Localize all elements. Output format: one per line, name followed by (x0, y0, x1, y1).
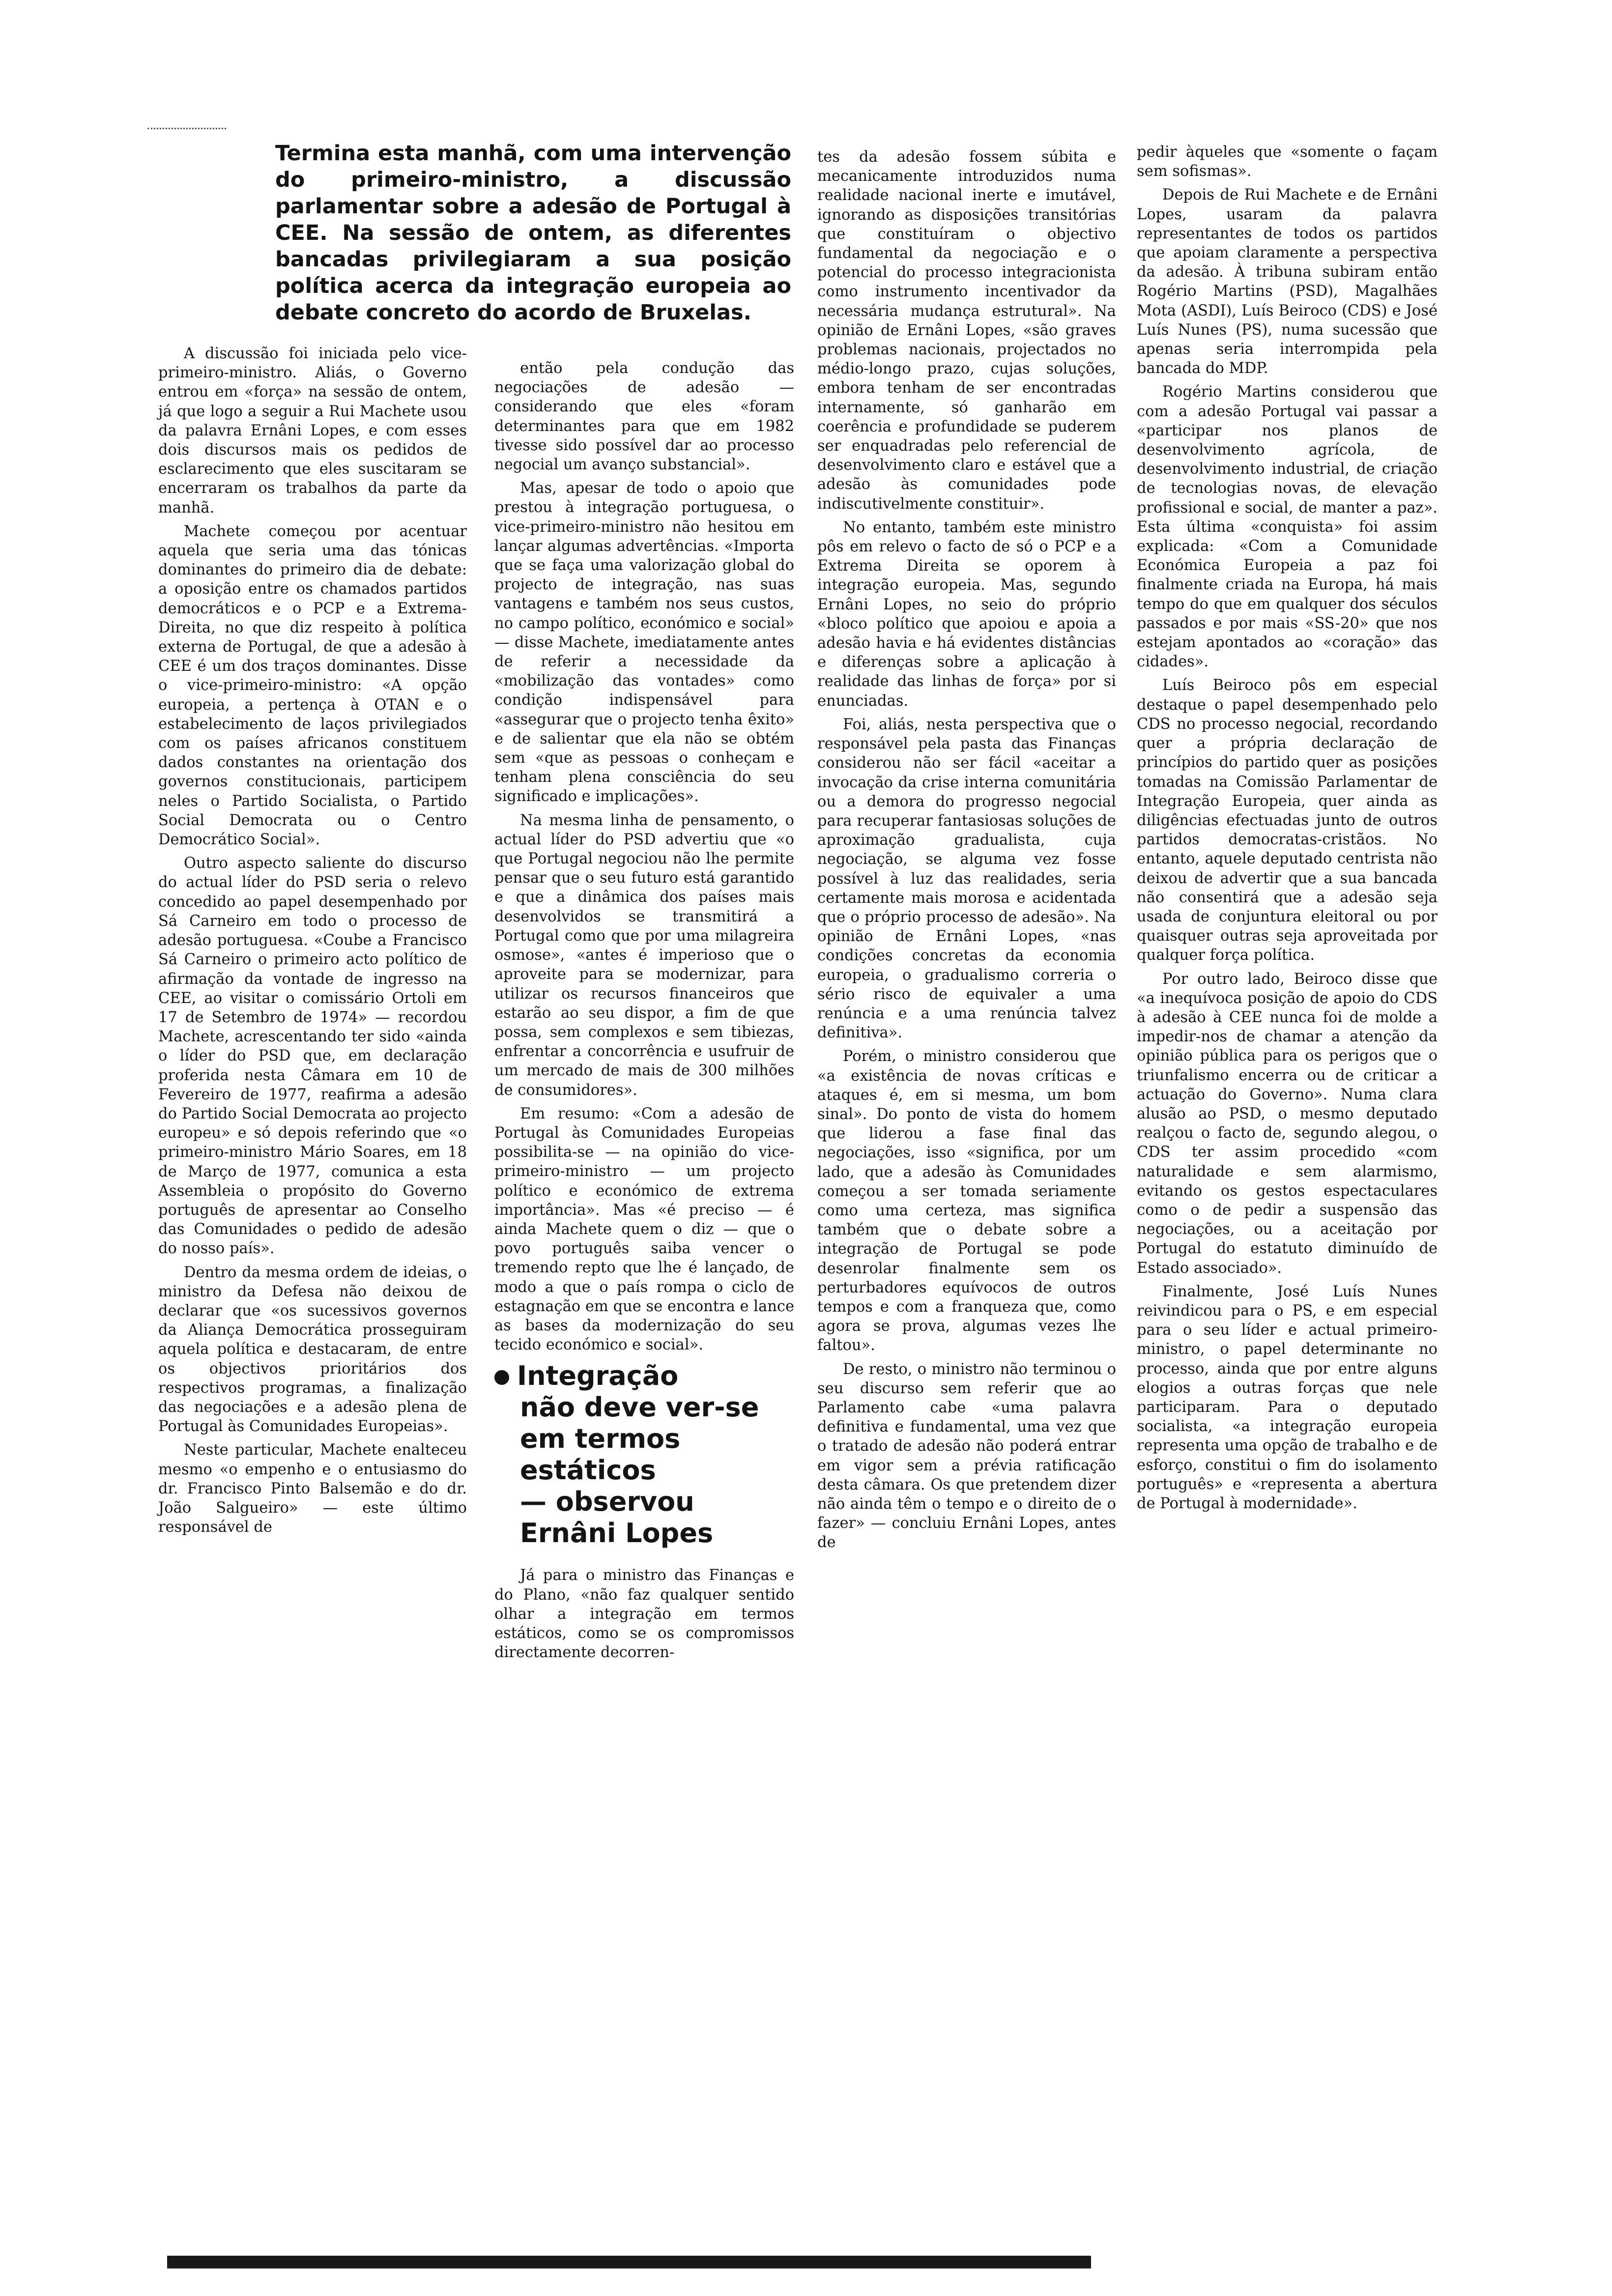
paragraph: Foi, aliás, nesta perspectiva que o responsável pela pasta das Finanças considerou não ser fácil «aceitar a invocação da crise interna comunitária ou a demora do progresso negocial para recuperar fantasiosas soluções de aproximação gradualista, cuja negociação, se alguma vez fosse possível à luz das realidades, seria certamente mais morosa e acidentada que o próprio processo de adesão». Na opinião de Ernâni Lopes, «nas condições concretas da economia europeia, o gradualismo correria o sério risco de equivaler a uma renúncia e a uma renúncia talvez definitiva». (817, 716, 1116, 1042)
paragraph: Já para o ministro das Finanças e do Plano, «não faz qualquer sentido olhar a integração em termos estáticos, como se os compromissos directamente decorren- (494, 1567, 794, 1662)
subheading-line: em termos (520, 1423, 681, 1455)
bullet-icon (494, 1370, 509, 1385)
scan-artifact (147, 128, 226, 149)
subheading-line: Integração (517, 1360, 679, 1392)
paragraph: Em resumo: «Com a adesão de Portugal às Comunidades Europeias possibilita-se — na opinião do vice-primeiro-ministro — um projecto político e económico de extrema importância». Mas «é preciso — é ainda Machete quem o diz — que o povo português saiba vencer o tremendo repto que lhe é lançado, de modo a que o país rompa o ciclo de estagnação em que se encontra e lance as bases da modernização do seu tecido económico e social». (494, 1105, 794, 1354)
subheading-line: — observou (520, 1486, 694, 1518)
paragraph: A discussão foi iniciada pelo vice-primeiro-ministro. Aliás, o Governo entrou em «força» na sessão de ontem, já que logo a seguir a Rui Machete usou da palavra Ernâni Lopes, e com esses dois discursos mais os pedidos de esclarecimento que eles suscitaram se encerraram os trabalhos da parte da manhã. (158, 345, 467, 517)
paragraph: Rogério Martins considerou que com a adesão Portugal vai passar a «participar nos planos de desenvolvimento agrícola, de desenvolvimento industrial, de criação de tecnologias novas, de elevação profissional e social, de manter a paz». Esta última «conquista» foi assim explicada: «Com a Comunidade Económica Europeia a paz foi finalmente criada na Europa, há mais tempo do que em qualquer dos séculos passados e por mais «SS-20» que nos estejam apontados ao «coração» das cidades». (1137, 383, 1438, 671)
paragraph: Luís Beiroco pôs em especial destaque o papel desempenhado pelo CDS no processo negocial, recordando quer a própria declaração de princípios do partido quer as posições tomadas na Comissão Parlamentar de Integração Europeia, quer ainda as diligências efectuadas junto de outros partidos democratas-cristãos. No entanto, aquele deputado centrista não deixou de advertir que a sua bancada não consentirá que a adesão seja usada de conjuntura eleitoral ou por quaisquer outras seja aproveitada por qualquer força política. (1137, 677, 1438, 964)
paragraph: tes da adesão fossem súbita e mecanicamente introduzidos numa realidade nacional inerte e imutável, ignorando as disposições transitórias que constituíram o objectivo fundamental da negociação e o potencial do processo integracionista como instrumento incentivador da necessária mudança estrutural». Na opinião de Ernâni Lopes, «são graves problemas nacionais, projectados no médio-longo prazo, cujas soluções, embora tenham de ser encontradas internamente, só ganharão em coerência e profundidade se puderem ser enquadradas pelo referencial de desenvolvimento claro e estável que a adesão às comunidades pode indiscutivelmente constituir». (817, 148, 1116, 513)
paragraph: Outro aspecto saliente do discurso do actual líder do PSD seria o relevo concedido ao papel desempenhado por Sá Carneiro em todo o processo de adesão portuguesa. «Coube a Francisco Sá Carneiro o primeiro acto político de afirmação da vontade de ingresso na CEE, ao visitar o comissário Ortoli em 17 de Setembro de 1974» — recordou Machete, acrescentando ter sido «ainda o líder do PSD que, em declaração proferida nesta Câmara em 10 de Fevereiro de 1977, reafirma a adesão do Partido Social Democrata ao projecto europeu» e só depois referindo que «o primeiro-ministro Mário Soares, em 18 de Março de 1977, comunica a esta Assembleia o propósito do Governo português de apresentar ao Conselho das Comunidades o pedido de adesão do nosso país». (158, 855, 467, 1258)
subheading-line: estáticos (520, 1455, 656, 1486)
subheading (494, 1360, 794, 1549)
paragraph: Finalmente, José Luís Nunes reivindicou para o PS, e em especial para o seu líder e actual primeiro-ministro, o papel determinante no processo, ainda que por entre alguns elogios a outras forças que nele participaram. Para o deputado socialista, «a integração europeia representa uma opção de trabalho e de esforço, constitui o fim do isolamento português» e «representa a abertura de Portugal à modernidade». (1137, 1283, 1438, 1513)
paragraph: então pela condução das negociações de adesão — considerando que eles «foram determinantes para que em 1982 tivesse sido possível dar ao processo negocial um avanço substancial». (494, 360, 794, 474)
article-lead: Termina esta manhã, com uma intervenção do primeiro-ministro, a discussão parlamentar sobre a adesão de Portugal à CEE. Na sessão de ontem, as diferentes bancadas privilegiaram a sua posição política acerca da integração europeia ao debate concreto do acordo de Bruxelas. (275, 141, 791, 325)
paragraph: Dentro da mesma ordem de ideias, o ministro da Defesa não deixou de declarar que «os sucessivos governos da Aliança Democrática prosseguiram aquela política e destacaram, de entre os objectivos prioritários dos respectivos programas, a finalização das negociações e a adesão plena de Portugal às Comunidades Europeias». (158, 1263, 467, 1435)
paragraph: Na mesma linha de pensamento, o actual líder do PSD advertiu que «o que Portugal negociou não lhe permite pensar que o seu futuro está garantido e que a dinâmica dos países mais desenvolvidos se transmitirá a Portugal como que por uma milagreira osmose», «antes é imperioso que o aproveite para se modernizar, para utilizar os recursos financeiros que estarão ao seu dispor, a fim de que possa, sem complexos e sem tibiezas, enfrentar a concorrência e usufruir de um mercado de mais de 300 milhões de consumidores». (494, 811, 794, 1099)
bottom-rule (167, 2256, 1091, 2268)
paragraph: Mas, apesar de todo o apoio que prestou à integração portuguesa, o vice-primeiro-ministro não hesitou em lançar algumas advertências. «Importa que se faça uma valorização global do projecto de integração, nas suas vantagens e também nos seus custos, no campo político, económico e social» — disse Machete, imediatamente antes de referir a necessidade da «mobilização das vontades» como condição indispensável para «assegurar que o projecto tenha êxito» e de salientar que ela não se obtém sem «que as pessoas o conheçam e tenham plena consciência do seu significado e implicações». (494, 480, 794, 805)
paragraph: De resto, o ministro não terminou o seu discurso sem referir que ao Parlamento cabe «uma palavra definitiva e fundamental, uma vez que o tratado de adesão não poderá entrar em vigor sem a prévia ratificação desta câmara. Os que pretendem dizer não ainda têm o tempo e o direito de o fazer» — concluiu Ernâni Lopes, antes de (817, 1360, 1116, 1551)
paragraph: Porém, o ministro considerou que «a existência de novas críticas e ataques é, em si mesma, um bom sinal». Do ponto de vista do homem que liderou a fase final das negociações, isso «significa, por um lado, que a adesão às Comunidades começou a ser tomada seriamente como uma certeza, mas significa também que o debate sobre a integração de Portugal se pode desenrolar finalmente sem os perturbadores equívocos de outros tempos e com a franqueza que, como agora se prova, algumas vezes lhe faltou». (817, 1048, 1116, 1354)
paragraph: pedir àqueles que «somente o façam sem sofismas». (1137, 144, 1438, 180)
paragraph: No entanto, também este ministro pôs em relevo o facto de só o PCP e a Extrema Direita se oporem à integração europeia. Mas, segundo Ernâni Lopes, no seio do próprio «bloco político que apoiou e apoia a adesão havia e há evidentes distâncias e diferenças sobre a aplicação à realidade das linhas de força» por si enunciadas. (817, 518, 1116, 710)
column-1 (158, 344, 467, 1541)
column-3 (817, 147, 1116, 1557)
column-4 (1137, 143, 1438, 1518)
paragraph: Por outro lado, Beiroco disse que «a inequívoca posição de apoio do CDS à adesão à CEE nunca foi de molde a impedir-nos de chamar a atenção da opinião pública para os perigos que o triunfalismo encerra ou de criticar a actuação do Governo». Numa clara alusão ao PSD, o mesmo deputado realçou o facto de, segundo alegou, o CDS ter assim procedido «com naturalidade e sem alarmismo, evitando os gestos espectaculares como o de pedir a suspensão das negociações, ou a aceitação por Portugal do estatuto diminuído de Estado associado». (1137, 970, 1438, 1277)
paragraph: Machete começou por acentuar aquela que seria uma das tónicas dominantes do primeiro dia de debate: a oposição entre os chamados partidos democráticos e o PCP e a Extrema-Direita, no que diz respeito à política externa de Portugal, de que a adesão à CEE é um dos traços dominantes. Disse o vice-primeiro-ministro: «A opção europeia, a pertença à OTAN e o estabelecimento de laços privilegiados com os países africanos constituem dados constantes na orientação dos governos constitucionais, participem neles o Partido Socialista, o Partido Social Democrata ou o Centro Democrático Social». (158, 522, 467, 849)
subheading-line: não deve ver-se (520, 1392, 759, 1423)
paragraph: Depois de Rui Machete e de Ernâni Lopes, usaram da palavra representantes de todos os partidos que apoiam claramente a perspectiva da adesão. À tribuna subiram então Rogério Martins (PSD), Magalhães Mota (ASDI), Luís Beiroco (CDS) e José Luís Nunes (PS), numa sucessão que apenas seria interrompida pela bancada do MDP. (1137, 186, 1438, 377)
column-2 (494, 359, 794, 1666)
paragraph: Neste particular, Machete enalteceu mesmo «o empenho e o entusiasmo do dr. Francisco Pinto Balsemão e do dr. João Salgueiro» — este último responsável de (158, 1441, 467, 1536)
subheading-line: Ernâni Lopes (520, 1518, 714, 1549)
